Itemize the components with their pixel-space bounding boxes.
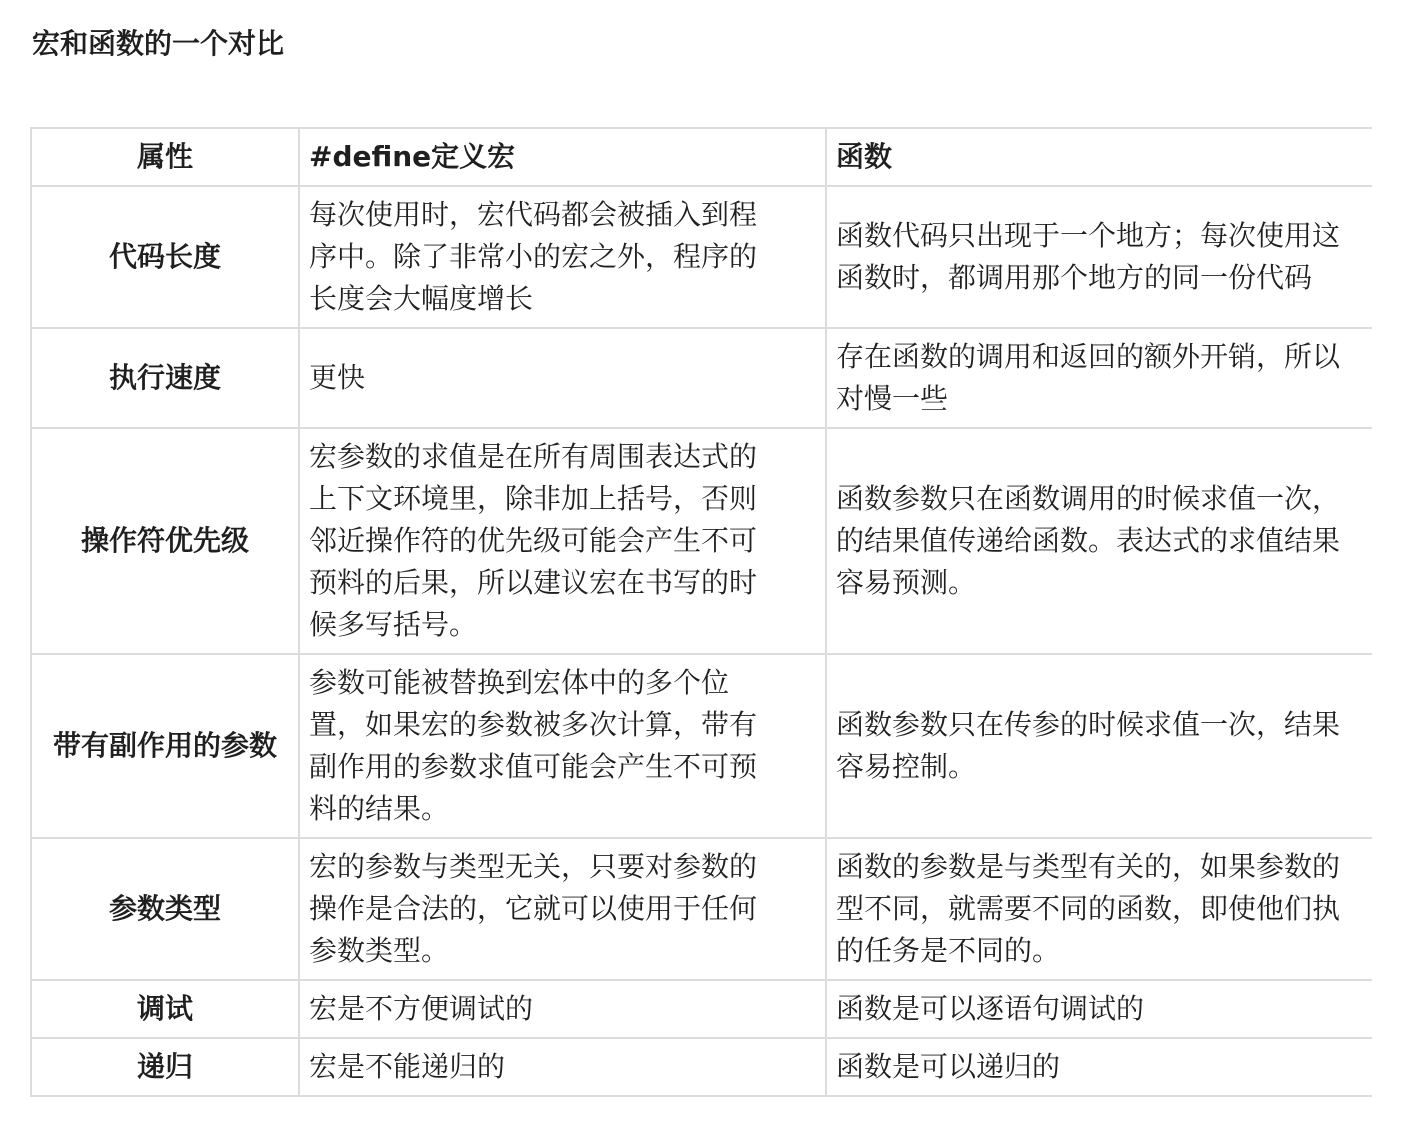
cell-text-line: 的结果值传递给函数。表达式的求值结果: [836, 524, 1341, 557]
table-row: [31, 186, 1372, 328]
row-macro-cell: [299, 980, 826, 1038]
row-macro-cell: [299, 654, 826, 838]
cell-text-line: 宏是不方便调试的: [309, 992, 534, 1025]
cell-text-line: 候多写括号。: [309, 608, 478, 641]
row-attribute: 带有副作用的参数: [31, 654, 299, 838]
row-attribute: 递归: [31, 1038, 299, 1096]
table-row: [31, 428, 1372, 654]
table-row: [31, 328, 1372, 428]
comparison-table-container: [30, 127, 1372, 1099]
cell-text-line: 序中。除了非常小的宏之外，程序的: [309, 240, 758, 273]
cell-text-line: 存在函数的调用和返回的额外开销，所以: [836, 340, 1341, 373]
row-macro-cell: [299, 186, 826, 328]
comparison-table: [30, 127, 1372, 1097]
row-attribute: 执行速度: [31, 328, 299, 428]
table-header-row: [31, 128, 1372, 186]
table-row: [31, 980, 1372, 1038]
header-attribute: 属性: [31, 128, 299, 186]
cell-text-line: 型不同，就需要不同的函数，即使他们执: [836, 892, 1341, 925]
row-attribute: 代码长度: [31, 186, 299, 328]
cell-text-line: 的任务是不同的。: [836, 934, 1061, 967]
row-function-cell: [826, 980, 1372, 1038]
cell-text-line: 参数类型。: [309, 934, 450, 967]
row-function-cell: [826, 328, 1372, 428]
row-attribute: 参数类型: [31, 838, 299, 980]
cell-text-line: 函数的参数是与类型有关的，如果参数的: [836, 850, 1341, 883]
row-function-cell: [826, 654, 1372, 838]
cell-text-line: 对慢一些: [836, 382, 949, 415]
cell-text-line: 料的结果。: [309, 792, 450, 825]
table-row: [31, 838, 1372, 980]
page-title: 宏和函数的一个对比: [32, 27, 285, 60]
cell-text-line: 函数参数只在传参的时候求值一次，结果: [836, 708, 1341, 741]
table-row: [31, 1038, 1372, 1096]
header-macro: #define定义宏: [299, 128, 826, 186]
header-function: 函数: [826, 128, 1372, 186]
cell-text-line: 容易控制。: [836, 750, 977, 783]
cell-text-line: 上下文环境里，除非加上括号，否则: [309, 482, 758, 515]
row-attribute: 操作符优先级: [31, 428, 299, 654]
cell-text-line: 函数代码只出现于一个地方；每次使用这: [836, 219, 1341, 252]
row-function-cell: [826, 838, 1372, 980]
cell-text-line: 置，如果宏的参数被多次计算，带有: [309, 708, 758, 741]
table-row: [31, 654, 1372, 838]
cell-text-line: 宏参数的求值是在所有周围表达式的: [309, 440, 758, 473]
cell-text-line: 参数可能被替换到宏体中的多个位: [309, 666, 730, 699]
row-macro-cell: [299, 838, 826, 980]
cell-text-line: 容易预测。: [836, 566, 977, 599]
cell-text-line: 副作用的参数求值可能会产生不可预: [309, 750, 758, 783]
cell-text-line: 宏的参数与类型无关，只要对参数的: [309, 850, 758, 883]
cell-text-line: 更快: [309, 361, 366, 394]
row-attribute: 调试: [31, 980, 299, 1038]
cell-text-line: 操作是合法的，它就可以使用于任何: [309, 892, 758, 925]
cell-text-line: 邻近操作符的优先级可能会产生不可: [309, 524, 758, 557]
row-macro-cell: [299, 428, 826, 654]
cell-text-line: 函数参数只在函数调用的时候求值一次，: [836, 482, 1341, 515]
cell-text-line: 预料的后果，所以建议宏在书写的时: [309, 566, 758, 599]
row-function-cell: [826, 428, 1372, 654]
row-macro-cell: [299, 328, 826, 428]
cell-text-line: 函数是可以逐语句调试的: [836, 992, 1145, 1025]
cell-text-line: 函数是可以递归的: [836, 1050, 1061, 1083]
cell-text-line: 宏是不能递归的: [309, 1050, 506, 1083]
row-macro-cell: [299, 1038, 826, 1096]
cell-text-line: 长度会大幅度增长: [309, 282, 534, 315]
cell-text-line: 函数时，都调用那个地方的同一份代码: [836, 261, 1313, 294]
row-function-cell: [826, 186, 1372, 328]
row-function-cell: [826, 1038, 1372, 1096]
cell-text-line: 每次使用时，宏代码都会被插入到程: [309, 198, 758, 231]
